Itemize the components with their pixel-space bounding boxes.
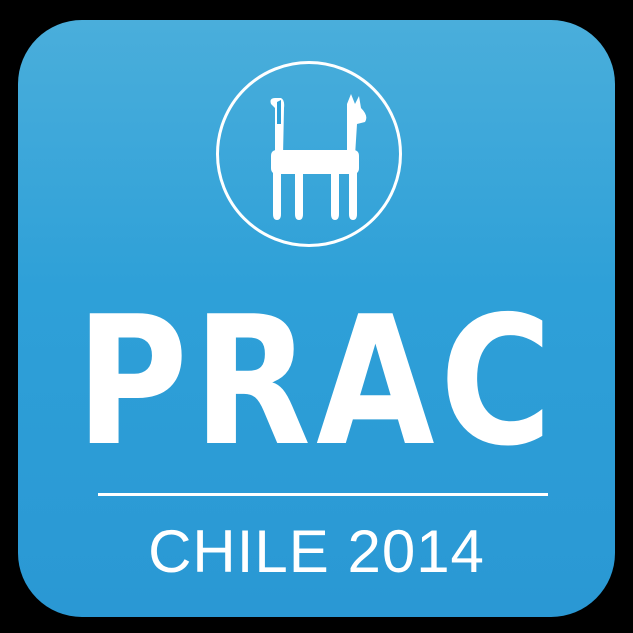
app-icon[interactable] [18, 20, 615, 617]
logo-circle [216, 61, 402, 247]
llama-icon [219, 64, 399, 244]
app-subtitle: CHILE 2014 [148, 518, 485, 585]
app-title: PRAC [75, 278, 558, 485]
divider-line [98, 493, 548, 496]
